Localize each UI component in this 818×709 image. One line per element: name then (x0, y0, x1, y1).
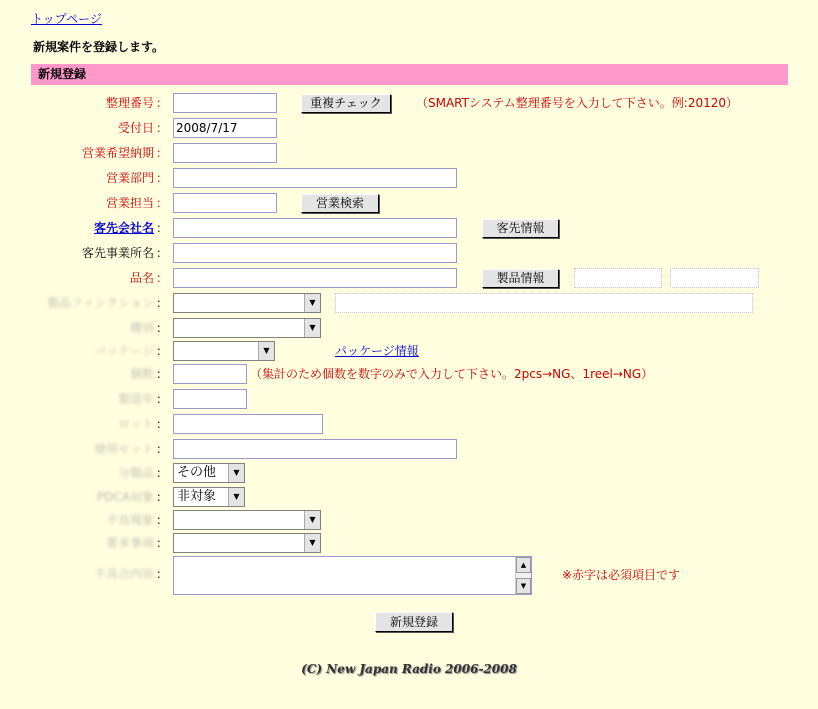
seiri-bango-input[interactable] (173, 93, 277, 113)
eigyou-bumon-label: 営業部門 ： (105, 171, 168, 185)
textarea-scrollbar[interactable] (515, 557, 531, 594)
pdca-select[interactable]: 非対象 ▼ (173, 487, 245, 507)
chevron-down-icon: ▼ (304, 319, 320, 337)
kyakusaki-name-input[interactable] (173, 218, 457, 238)
seiri-bango-label: 整理番号 ： (105, 96, 168, 110)
details-textarea[interactable] (173, 556, 532, 595)
top-page-link[interactable]: トップページ (31, 12, 102, 26)
uketsuke-bi-input[interactable]: 2008/7/17 (173, 118, 277, 138)
type-label: 種別 ： (129, 321, 168, 335)
kyakusaki-info-button[interactable]: 客先情報 (482, 219, 559, 238)
package-label: パッケージ ： (94, 344, 168, 358)
request-label: 要求事項 ： (105, 536, 168, 550)
eigyou-search-button[interactable]: 営業検索 (301, 194, 379, 213)
count-input[interactable] (173, 364, 247, 384)
uketsuke-bi-label: 受付日 ： (117, 121, 168, 135)
lot-label: ロット ： (118, 417, 168, 431)
type-select[interactable] (173, 318, 321, 338)
count-note: （集計のため個数を数字のみで入力して下さい。2pcs→NG、1reel→NG） (250, 367, 654, 381)
package-select[interactable] (173, 341, 275, 361)
eigyou-tantou-label: 営業担当 ： (105, 196, 168, 210)
seihin-info-button[interactable]: 製品情報 (482, 269, 559, 288)
intro-text: 新規案件を登録します。 (33, 40, 165, 54)
count-label: 個数 ： (129, 367, 168, 381)
seiri-bango-note: （SMARTシステム整理番号を入力して下さい。例:20120） (416, 96, 738, 110)
category-select[interactable]: その他 ▼ (173, 463, 245, 483)
scroll-down-icon[interactable]: ▼ (516, 578, 531, 594)
kibou-nouki-input[interactable] (173, 143, 277, 163)
chevron-down-icon: ▼ (228, 464, 244, 482)
hinmei-input[interactable] (173, 268, 457, 288)
copyright-footer: (C) New Japan Radio 2006-2008 (301, 662, 517, 676)
section-header: 新規登録 (31, 64, 788, 85)
function-select[interactable] (173, 293, 321, 313)
hinmei-label: 品名 ： (129, 271, 168, 285)
eigyou-tantou-input[interactable] (173, 193, 277, 213)
kyakusaki-name-link[interactable]: 客先会社名 (93, 221, 154, 235)
year-input[interactable] (173, 389, 247, 409)
package-info-link[interactable]: パッケージ情報 (335, 344, 419, 358)
hinmei-extra-field-2 (670, 268, 759, 288)
function-label: 製品ファンクション ： (46, 296, 168, 310)
defect-select[interactable] (173, 510, 321, 530)
required-note: ※赤字は必須項目です (562, 568, 681, 582)
defect-label: 不良現象 ： (105, 513, 168, 527)
set-label: 使用セット ： (93, 442, 168, 456)
kyakusaki-office-input[interactable] (173, 243, 457, 263)
duplicate-check-button[interactable]: 重複チェック (301, 94, 391, 113)
chevron-down-icon: ▼ (228, 488, 244, 506)
set-input[interactable] (173, 439, 457, 459)
kibou-nouki-label: 営業希望納期 ： (81, 146, 168, 160)
chevron-down-icon: ▼ (304, 511, 320, 529)
year-label: 製造年 ： (117, 392, 168, 406)
chevron-down-icon: ▼ (304, 534, 320, 552)
kyakusaki-name-label: 客先会社名 ： (93, 221, 168, 235)
request-select[interactable] (173, 533, 321, 553)
submit-button[interactable]: 新規登録 (375, 612, 453, 632)
lot-input[interactable] (173, 414, 323, 434)
pdca-label: PDCA対象 ： (96, 490, 168, 504)
function-text-field (335, 293, 753, 313)
kyakusaki-office-label: 客先事業所名 ： (81, 246, 168, 260)
details-label: 不具合内容 ： (93, 567, 168, 581)
eigyou-bumon-input[interactable] (173, 168, 457, 188)
chevron-down-icon: ▼ (304, 294, 320, 312)
hinmei-extra-field-1 (574, 268, 662, 288)
scroll-up-icon[interactable]: ▲ (516, 557, 531, 573)
category-label: 分類品 ： (117, 466, 168, 480)
chevron-down-icon: ▼ (258, 342, 274, 360)
